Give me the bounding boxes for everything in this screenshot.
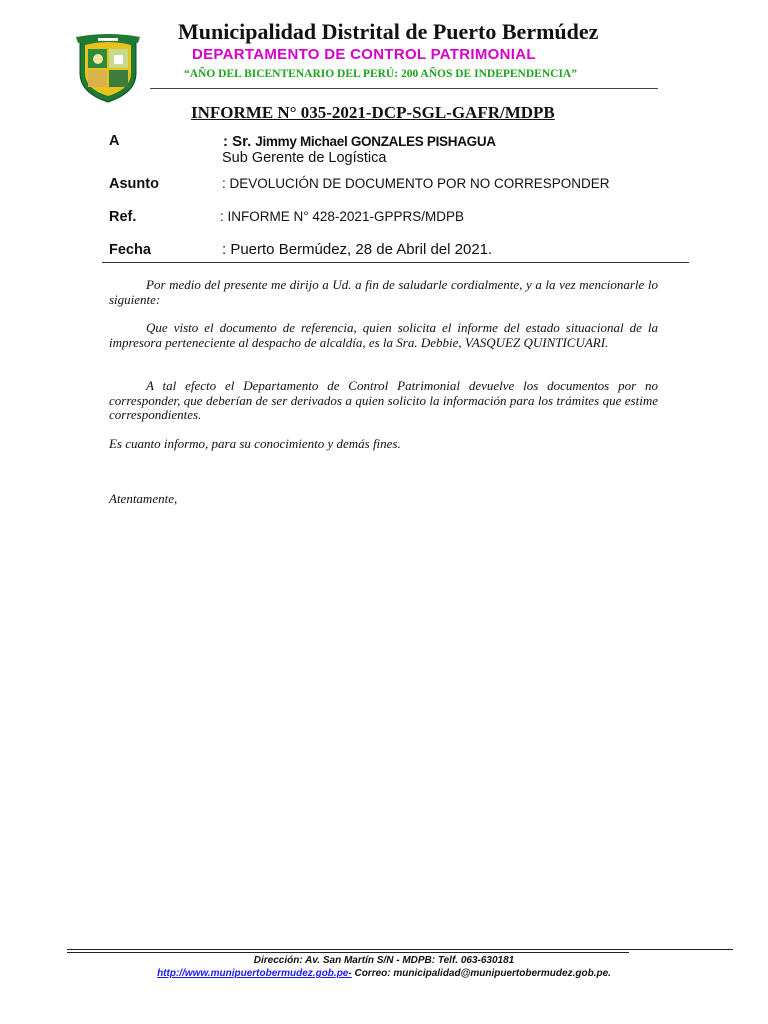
footer-email: Correo: municipalidad@munipuertobermudez.gob.pe. [351,968,611,979]
year-motto: “AÑO DEL BICENTENARIO DEL PERÚ: 200 AÑOS DE INDEPENDENCIA” [184,68,577,80]
date-value: : Puerto Bermúdez, 28 de Abril del 2021. [222,241,493,258]
body-paragraph-1: Por medio del presente me dirijo a Ud. a fin de saludarle cordialmente, y a la vez mencionarle lo siguiente: [109,277,658,307]
subject-label: Asunto [109,176,159,192]
subject-value: : DEVOLUCIÓN DE DOCUMENTO POR NO CORRESPONDER [222,176,610,191]
website-link[interactable]: http://www.munipuertobermudez.gob.pe- [157,968,352,979]
footer-address: Dirección: Av. San Martín S/N - MDPB: Telf. 063-630181 [253,955,515,966]
header-divider [150,88,658,89]
organization-name: Municipalidad Distrital de Puerto Bermúdez [178,19,599,44]
department-name: DEPARTAMENTO DE CONTROL PATRIMONIAL [192,46,536,63]
body-paragraph-3: A tal efecto el Departamento de Control Patrimonial devuelve los documentos por no corresponder, que deberían de ser derivados a quien solicito la información para los trámites que estime correspondientes. [109,378,658,423]
closing-line: Es cuanto informo, para su conocimiento y demás fines. [109,436,401,451]
to-title: : Sr. [223,133,252,150]
reference-value: : INFORME N° 428-2021-GPPRS/MDPB [220,209,464,224]
to-position: Sub Gerente de Logística [222,150,387,166]
valediction: Atentamente, [109,491,178,506]
reference-label: Ref. [109,209,137,225]
fields-divider [102,262,689,263]
footer-divider-top [67,949,733,950]
to-label: A [109,133,120,149]
footer-divider-bottom [67,952,629,953]
to-name: Jimmy Michael GONZALES PISHAGUA [255,134,496,149]
to-value [223,133,496,150]
report-number: INFORME N° 035-2021-DCP-SGL-GAFR/MDPB [191,103,555,122]
municipal-crest-icon [76,33,140,103]
footer-contact [0,968,768,979]
date-label: Fecha [109,242,151,258]
body-paragraph-2: Que visto el documento de referencia, quien solicita el informe del estado situacional de la impresora perteneciente al despacho de alcaldía, es la Sra. Debbie, VASQUEZ QUINTICUARI. [109,320,658,350]
